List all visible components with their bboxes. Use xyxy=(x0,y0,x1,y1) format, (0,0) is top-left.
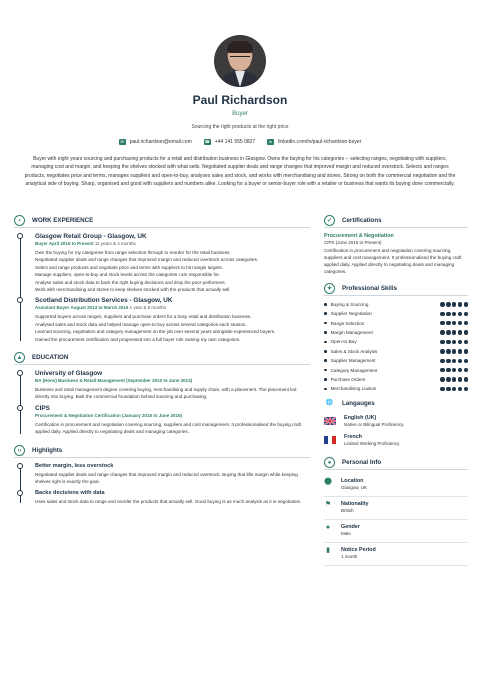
personal-info-nationality: ⚑ Nationality British xyxy=(324,497,468,520)
bullet-icon xyxy=(324,388,327,391)
personal-info-location: ⬤ Location Glasgow, UK xyxy=(324,474,468,497)
skill-name: Margin Management xyxy=(330,330,373,336)
education-entry: CIPS Procurement & Negotiation Certification (January 2015 to June 2015) Certification in procurement and negotiation covering sourcing, suppliers and cost management. It professionalised the buying craft applied daily. Applied directly to negotiating deals and managing categories. xyxy=(35,404,310,436)
skill-item xyxy=(324,318,468,327)
skill-item xyxy=(324,347,468,356)
skill-name: Category Management xyxy=(330,367,378,373)
contact-bar xyxy=(0,139,480,145)
skill-item xyxy=(324,328,468,337)
tagline: Sourcing the right products at the right price xyxy=(191,124,289,130)
work-timeline xyxy=(14,232,310,343)
skill-name: Buying & Sourcing xyxy=(330,301,369,307)
skill-rating xyxy=(440,340,468,344)
left-column xyxy=(14,214,310,508)
summary-text: Buyer with eight years sourcing and purchasing products for a retail and distribution business in Glasgow. Owns the buying for his categories -- selecting ranges, negotiating with suppliers, managing cost and margin, and keeping the shelves stocked with what sells. Negotiated supplier deals and range changes that improved margin and reduced overstock. Selects and ranges products, negotiates price and terms, manages suppliers and open-to-buy, analyses sales and stock, and works with merchandising and stores. Strong on both the commercial negotiation and the analytical side of buying. Sharp, organised and good with suppliers and numbers alike. Looking for a buyer or senior-buyer role with a retailer or business that wants its buying done commercially. xyxy=(24,156,456,188)
bullet-icon xyxy=(324,378,327,381)
skill-name: Sales & Stock Analysis xyxy=(330,348,378,354)
skill-item xyxy=(324,309,468,318)
linkedin-icon: in xyxy=(269,139,273,144)
skill-name: Range Selection xyxy=(330,320,365,326)
timeline-dot xyxy=(17,405,23,411)
languages-heading: 🌐 Langauges xyxy=(325,400,375,408)
skill-name: Supplier Management xyxy=(330,358,376,364)
bullet-icon xyxy=(324,369,327,372)
work-entry xyxy=(35,232,310,293)
contact-email[interactable]: ✉ paul.richardson@email.com xyxy=(120,139,192,145)
skills-icon: ✦ xyxy=(324,283,335,294)
skill-name: Supplier Negotiation xyxy=(330,311,372,317)
work-experience-heading: ▪ WORK EXPERIENCE xyxy=(14,214,310,228)
timeline-dot xyxy=(17,233,23,239)
personal-info-heading: ● Personal Info xyxy=(324,456,468,470)
timeline-dot xyxy=(17,370,23,376)
phone-icon: ☎ xyxy=(204,139,210,144)
skill-name: Open-to-Buy xyxy=(330,339,357,345)
right-column xyxy=(324,214,468,566)
skill-item xyxy=(324,384,468,393)
skill-item xyxy=(324,337,468,346)
bullet-icon xyxy=(324,303,327,306)
code-icon: ‹› xyxy=(14,445,25,456)
skill-name: Purchase Orders xyxy=(330,377,366,382)
skill-rating xyxy=(440,368,468,372)
person-icon: ● xyxy=(324,457,335,468)
personal-info-gender: ● Gender Male xyxy=(324,520,468,543)
bullet-icon xyxy=(324,331,327,334)
globe-icon: 🌐 xyxy=(325,400,334,407)
skill-name: Merchandising Liaison xyxy=(330,386,377,392)
skill-rating xyxy=(440,349,468,353)
highlights-timeline xyxy=(14,462,310,505)
education-heading: ▲ EDUCATION xyxy=(14,351,310,365)
work-entry xyxy=(35,296,310,343)
certifications-heading: ✓ Certifications xyxy=(324,214,468,228)
contact-linkedin[interactable]: in linkedin.com/in/paul-richardson-buyer xyxy=(269,139,362,145)
skill-rating xyxy=(440,377,468,381)
avatar xyxy=(214,35,266,87)
language-item: French Limited Working Proficiency xyxy=(324,434,468,448)
briefcase-icon: ▪ xyxy=(14,215,25,226)
person-icon: ● xyxy=(325,523,331,531)
graduation-cap-icon: ▲ xyxy=(14,352,25,363)
bullet-icon xyxy=(324,312,327,315)
timeline-dot xyxy=(17,297,23,303)
uk-flag-icon xyxy=(324,417,336,425)
skills-heading: ✦ Professional Skills xyxy=(324,282,468,296)
skill-rating xyxy=(440,321,468,325)
work-entry-title: Scotland Distribution Services - Glasgow, UK xyxy=(35,297,173,305)
education-timeline xyxy=(14,369,310,436)
contact-phone[interactable]: ☎ +44 141 555 0827 xyxy=(204,139,256,145)
timeline-dot xyxy=(17,490,23,496)
skill-rating xyxy=(440,359,468,363)
highlight-entry: Better margin, less overstock Negotiated supplier deals and range changes that improved margin and reduced overstock. Buying that lifts margin while keeping shelves right is exactly the goal. xyxy=(35,462,310,486)
personal-info-notice: ▮ Notice Period 1 month xyxy=(324,543,468,566)
skill-item xyxy=(324,356,468,365)
skill-item xyxy=(324,375,468,384)
bullet-icon xyxy=(324,341,327,344)
highlights-heading: ‹› Highlights xyxy=(14,444,310,458)
skill-rating xyxy=(440,330,468,334)
location-pin-icon: ⬤ xyxy=(324,477,332,485)
language-item: English (UK) Native or Bilingual Proficiency xyxy=(324,415,468,429)
work-entry-sub: Assistant Buyer August 2013 to March 2015 1 year & 8 months xyxy=(35,305,167,311)
work-entry-title: Glasgow Retail Group - Glasgow, UK xyxy=(35,233,147,240)
certification-entry: Procurement & Negotiation CIPS (June 2015 to Present) Certification in procurement and negotiation covering sourcing, suppliers and cost management. It professionalised the buying craft applied daily. Applied directly to negotiating deals and managing categories. xyxy=(324,233,462,275)
france-flag-icon xyxy=(324,436,336,444)
bullet-icon xyxy=(324,322,327,325)
work-entry-body: Supported buyers across ranges, suppliers and purchase orders for a busy retail and distribution business. Analysed sales and stock data and helped manage open-to-buy across several categories each season. Learned sourcing, negotiation and category management on the job over several years alongside experienced buyers. Gained the procurement certification and progressed into a full buyer role owning my own categories. xyxy=(35,314,276,342)
skill-rating xyxy=(440,387,468,391)
skill-rating xyxy=(440,302,468,306)
notice-icon: ▮ xyxy=(326,546,330,554)
skill-item xyxy=(324,300,468,309)
timeline-dot xyxy=(17,463,23,469)
work-entry-sub: Buyer April 2015 to Present 11 years & 4 months xyxy=(35,241,136,246)
skill-rating xyxy=(440,312,468,316)
skill-item xyxy=(324,365,468,374)
work-entry-body: Own the buying for my categories from range selection through to reorder for the retail business. Negotiated supplier deals and range changes that improved margin and reduced overstock across categories. Select and range products and negotiate price and terms with suppliers to hit margin targets. Manage suppliers, open-to-buy and stock levels across the categories I am responsible for. Analyse sales and stock data to back the right buying decisions and drop the poor performers. Work with merchandising and stores to keep shelves stocked with the products that actually sell. xyxy=(35,250,259,293)
skills-list xyxy=(324,300,468,394)
person-name: Paul Richardson xyxy=(192,93,288,107)
bullet-icon xyxy=(324,359,327,362)
highlight-entry: Backs decisions with data Uses sales and stock data to range and reorder the products that actually sell. Good buying is as much analysis as it is negotiation. xyxy=(35,489,310,505)
flag-icon: ⚑ xyxy=(324,500,332,508)
education-entry: University of Glasgow BA (Hons) Business & Retail Management (September 2010 to June 2013) Business and retail management degree covering buying, merchandising and supply chain, with a placement. The placement led directly into buying. Built the commercial foundation behind sourcing and purchasing. xyxy=(35,369,310,401)
bullet-icon xyxy=(324,350,327,353)
certificate-icon: ✓ xyxy=(324,215,335,226)
email-icon: ✉ xyxy=(120,139,124,144)
job-role: Buyer xyxy=(232,111,248,117)
